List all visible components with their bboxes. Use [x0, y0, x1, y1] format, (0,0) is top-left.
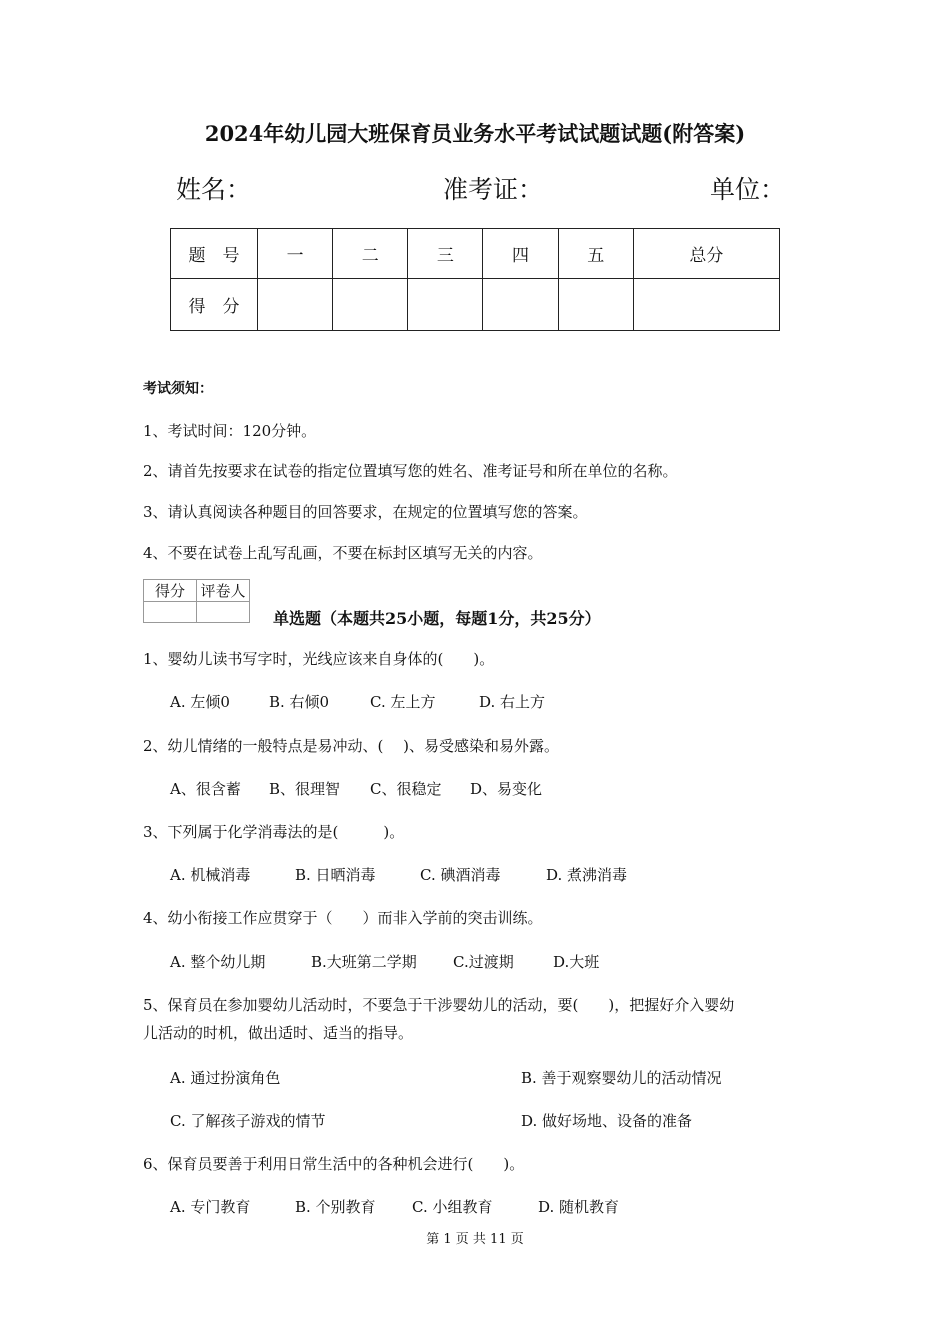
- score-table-score-row: [171, 279, 780, 331]
- name-field-label: 姓名：: [176, 175, 252, 204]
- score-table-header-row: [171, 229, 780, 279]
- score-cell-5[interactable]: [558, 279, 633, 331]
- option-a: A. 整个幼儿期: [170, 953, 266, 971]
- option-c: C. 了解孩子游戏的情节: [170, 1112, 326, 1130]
- question-text: 6、保育员要善于利用日常生活中的各种机会进行( )。: [143, 1155, 525, 1173]
- grader-score-cell[interactable]: [144, 602, 197, 623]
- question-text: 4、幼小衔接工作应贯穿于（ ）而非入学前的突击训练。: [143, 909, 543, 927]
- page-footer: 第 1 页 共 11 页: [426, 1232, 524, 1247]
- option-b: B. 日晒消毒: [295, 866, 376, 884]
- option-d: D. 右上方: [479, 693, 546, 711]
- option-a: A. 专门教育: [170, 1198, 251, 1216]
- score-table: [170, 228, 780, 331]
- option-d: D. 随机教育: [538, 1198, 620, 1216]
- option-b: B. 善于观察婴幼儿的活动情况: [521, 1069, 722, 1087]
- unit-field-label: 单位：: [710, 175, 786, 204]
- option-c: C.过渡期: [453, 953, 514, 971]
- option-a: A、很含蓄: [170, 780, 241, 798]
- question-text: 1、婴幼儿读书写字时，光线应该来自身体的( )。: [143, 650, 495, 668]
- page-title: 2024年幼儿园大班保育员业务水平考试试题试题(附答案): [204, 121, 746, 146]
- grader-name-label: 评卷人: [197, 580, 250, 602]
- notice-item: 2、请首先按要求在试卷的指定位置填写您的姓名、准考证号和所在单位的名称。: [143, 462, 678, 480]
- score-row-label: 得 分: [171, 279, 258, 331]
- score-header-5: 五: [558, 229, 633, 279]
- question-text: 3、下列属于化学消毒法的是( )。: [143, 823, 405, 841]
- notice-item: 1、考试时间：120分钟。: [143, 422, 317, 440]
- option-a: A. 左倾0: [170, 693, 230, 711]
- option-c: C. 小组教育: [412, 1198, 493, 1216]
- option-d: D、易变化: [470, 780, 543, 798]
- section-title: 单选题（本题共25小题，每题1分，共25分）: [273, 609, 601, 628]
- option-b: B、很理智: [269, 780, 341, 798]
- option-d: D. 煮沸消毒: [546, 866, 628, 884]
- grader-score-label: 得分: [144, 580, 197, 602]
- notice-item: 4、不要在试卷上乱写乱画，不要在标封区填写无关的内容。: [143, 544, 543, 562]
- option-c: C. 碘酒消毒: [420, 866, 501, 884]
- score-header-total: 总分: [633, 229, 779, 279]
- grader-box: [143, 579, 250, 623]
- score-cell-4[interactable]: [483, 279, 558, 331]
- score-cell-2[interactable]: [333, 279, 408, 331]
- notice-heading: 考试须知：: [143, 381, 213, 397]
- grader-name-cell[interactable]: [197, 602, 250, 623]
- option-b: B. 个别教育: [295, 1198, 376, 1216]
- option-a: A. 通过扮演角色: [170, 1069, 281, 1087]
- score-header-label: 题 号: [171, 229, 258, 279]
- option-d: D. 做好场地、设备的准备: [521, 1112, 693, 1130]
- option-a: A. 机械消毒: [170, 866, 251, 884]
- option-b: B.大班第二学期: [311, 953, 417, 971]
- question-text: 2、幼儿情绪的一般特点是易冲动、( )、易受感染和易外露。: [143, 737, 560, 755]
- notice-item: 3、请认真阅读各种题目的回答要求，在规定的位置填写您的答案。: [143, 503, 588, 521]
- score-header-2: 二: [333, 229, 408, 279]
- score-cell-total[interactable]: [633, 279, 779, 331]
- score-header-1: 一: [258, 229, 333, 279]
- exam-id-field-label: 准考证：: [443, 175, 544, 204]
- option-c: C. 左上方: [370, 693, 436, 711]
- question-text: 5、保育员在参加婴幼儿活动时，不要急于干涉婴幼儿的活动，要( )，把握好介入婴幼: [143, 996, 735, 1014]
- score-cell-1[interactable]: [258, 279, 333, 331]
- question-text-continued: 儿活动的时机，做出适时、适当的指导。: [143, 1024, 414, 1042]
- option-c: C、很稳定: [370, 780, 442, 798]
- score-cell-3[interactable]: [408, 279, 483, 331]
- option-d: D.大班: [553, 953, 600, 971]
- option-b: B. 右倾0: [269, 693, 330, 711]
- score-header-3: 三: [408, 229, 483, 279]
- score-header-4: 四: [483, 229, 558, 279]
